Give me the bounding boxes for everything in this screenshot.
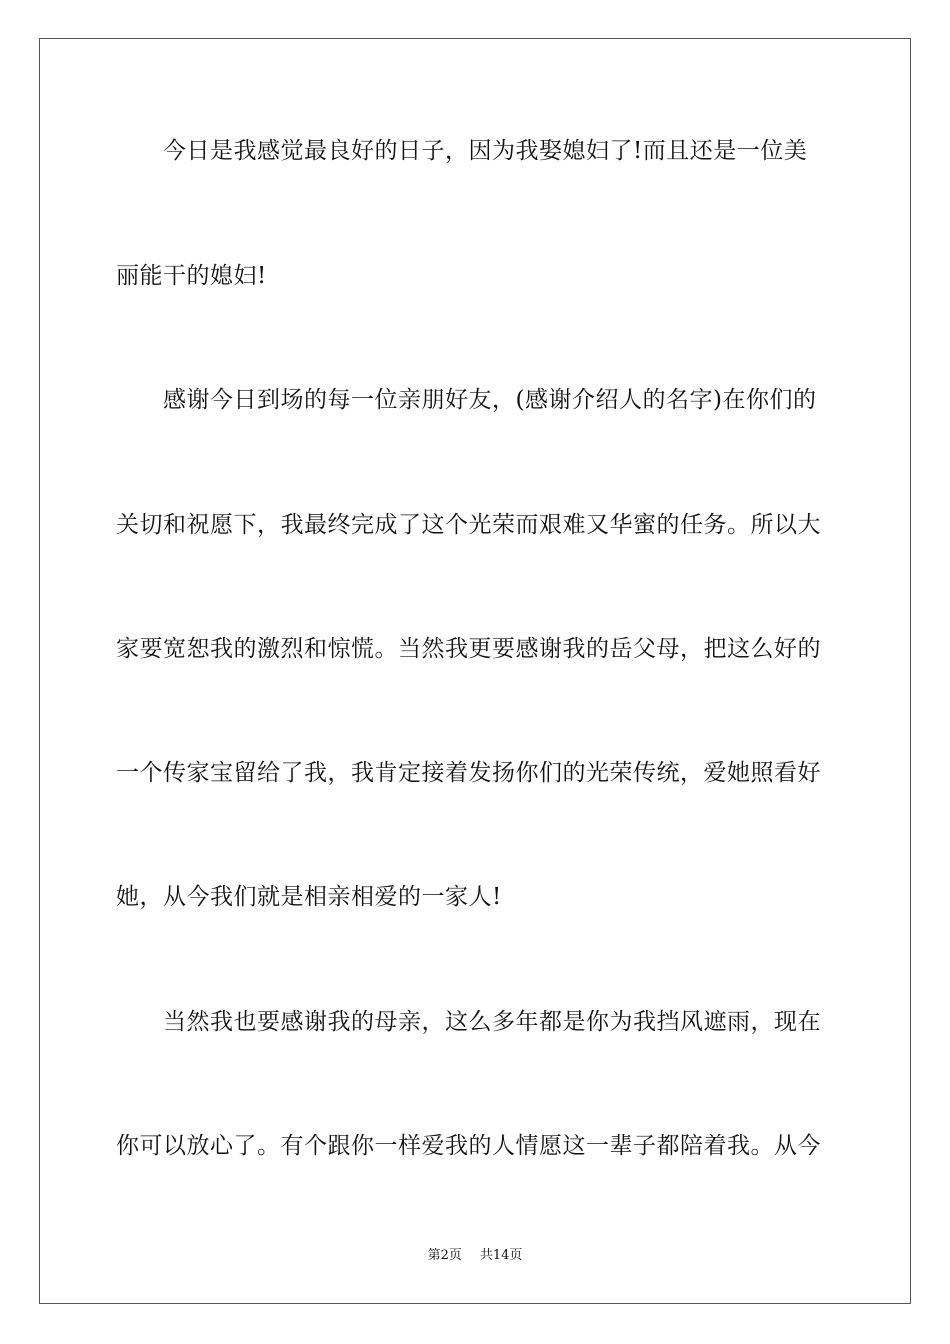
paragraph-2-line-4: 一个传家宝留给了我，我肯定接着发扬你们的光荣传统，爱她照看好 [116,760,821,786]
page-footer [0,1247,950,1265]
paragraph-1-line-2: 丽能干的媳妇! [116,263,267,289]
paragraph-2-line-2: 关切和祝愿下，我最终完成了这个光荣而艰难又华蜜的任务。所以大 [116,512,821,538]
page-number-total: 共14页 [479,1248,523,1263]
paragraph-2-line-1: 感谢今日到场的每一位亲朋好友，(感谢介绍人的名字)在你们的 [163,387,817,413]
paragraph-2-line-3: 家要宽恕我的激烈和惊慌。当然我更要感谢我的岳父母，把这么好的 [116,636,821,662]
paragraph-3-line-1: 当然我也要感谢我的母亲，这么多年都是你为我挡风遮雨，现在 [163,1009,821,1035]
page-number-current: 第2页 [427,1248,462,1263]
page-border [39,38,911,1304]
paragraph-3-line-2: 你可以放心了。有个跟你一样爱我的人情愿这一辈子都陪着我。从今 [116,1133,821,1159]
paragraph-2-line-5: 她，从今我们就是相亲相爱的一家人! [116,884,502,910]
paragraph-1-line-1: 今日是我感觉最良好的日子，因为我娶媳妇了!而且还是一位美 [163,138,808,164]
